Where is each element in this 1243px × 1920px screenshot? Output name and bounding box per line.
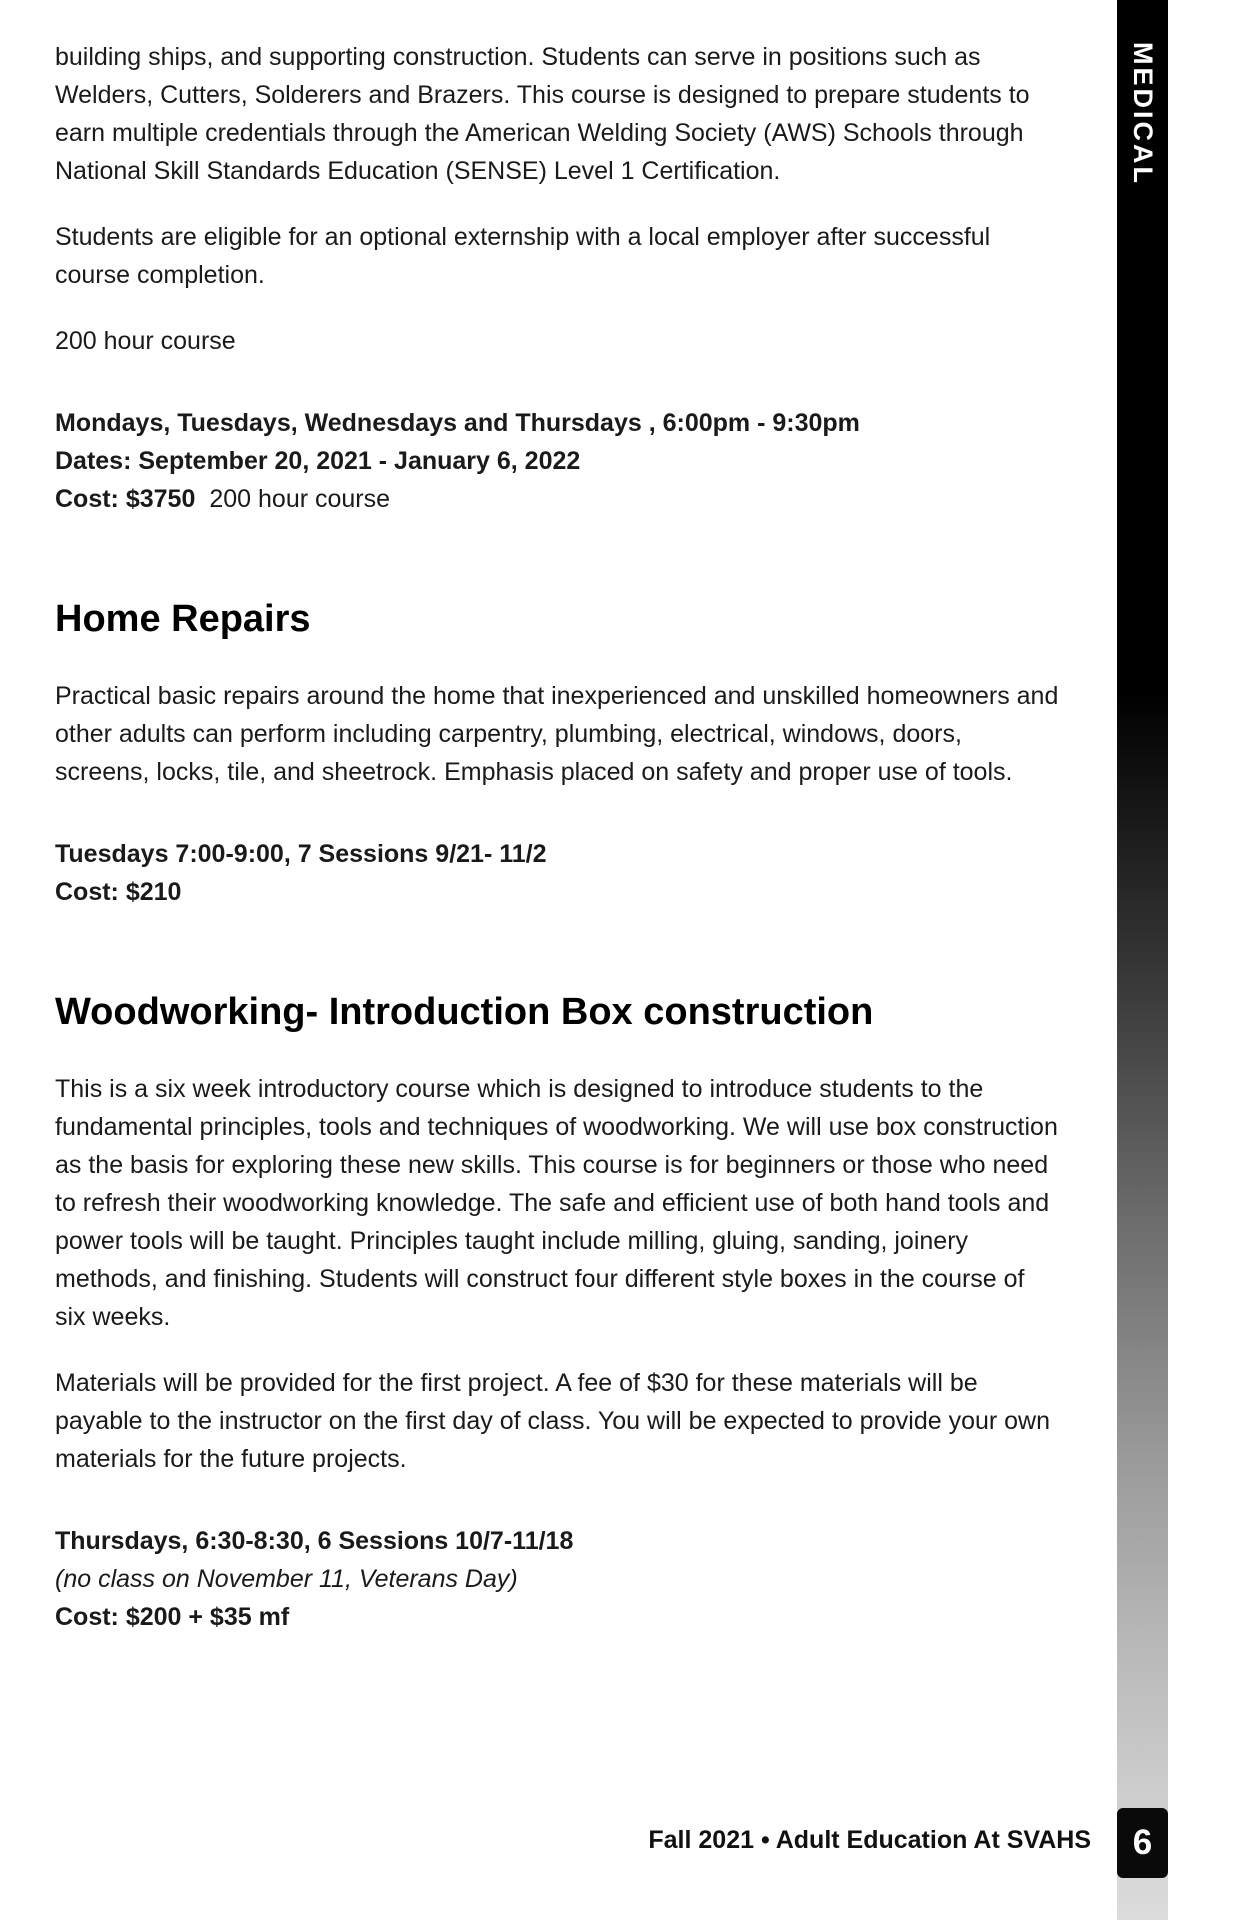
welding-paragraph-continuation: building ships, and supporting construction. Students can serve in positions such as Welders, Cutters, Solderers and Brazers. This course is designed to prepare students to earn multiple credentials through the American Welding Society (AWS) Schools through National Skill Standards Education (SENSE) Level 1 Certification. — [55, 43, 1030, 185]
page-footer: Fall 2021 • Adult Education At SVAHS — [648, 1826, 1091, 1854]
woodworking-holiday-note: (no class on November 11, Veterans Day) — [55, 1565, 518, 1593]
home-repairs-cost: Cost: $210 — [55, 878, 182, 906]
home-repairs-schedule-block — [55, 835, 1060, 911]
page-number-badge — [1117, 1808, 1168, 1878]
welding-cost: Cost: $3750 — [55, 485, 196, 513]
welding-cost-line — [55, 480, 1060, 518]
woodworking-schedule-block — [55, 1522, 1060, 1636]
welding-schedule-dates: Dates: September 20, 2021 - January 6, 2022 — [55, 447, 581, 475]
welding-schedule-days: Mondays, Tuesdays, Wednesdays and Thursdays , 6:00pm - 9:30pm — [55, 409, 860, 437]
page-number: 6 — [1132, 1823, 1153, 1862]
home-repairs-schedule: Tuesdays 7:00-9:00, 7 Sessions 9/21- 11/2 — [55, 840, 547, 868]
main-content — [55, 38, 1060, 1636]
woodworking-schedule: Thursdays, 6:30-8:30, 6 Sessions 10/7-11/18 — [55, 1527, 574, 1555]
woodworking-title: Woodworking- Introduction Box construction — [55, 991, 874, 1033]
welding-externship-paragraph: Students are eligible for an optional externship with a local employer after successful course completion. — [55, 223, 991, 289]
home-repairs-description: Practical basic repairs around the home that inexperienced and unskilled homeowners and other adults can perform including carpentry, plumbing, electrical, windows, doors, screens, locks, tile, and sheetrock. Emphasis placed on safety and proper use of tools. — [55, 682, 1059, 786]
home-repairs-title: Home Repairs — [55, 598, 311, 640]
woodworking-materials-paragraph: Materials will be provided for the first project. A fee of $30 for these materials will be payable to the instructor on the first day of class. You will be expected to provide your own materials for the future projects. — [55, 1369, 1051, 1473]
welding-schedule-block — [55, 404, 1060, 518]
welding-duration: 200 hour course — [55, 327, 236, 355]
woodworking-description: This is a six week introductory course which is designed to introduce students to the fundamental principles, tools and techniques of woodworking. We will use box construction as the basis for exploring these new skills. This course is for beginners or those who need to refresh their woodworking knowledge. The safe and efficient use of both hand tools and power tools will be taught. Principles taught include milling, gluing, sanding, joinery methods, and finishing. Students will construct four different style boxes in the course of six weeks. — [55, 1075, 1058, 1331]
woodworking-cost: Cost: $200 + $35 mf — [55, 1603, 290, 1631]
welding-cost-note: 200 hour course — [209, 485, 391, 513]
section-tab-label: MEDICAL — [1128, 42, 1158, 186]
section-tab-bar — [1117, 0, 1168, 1920]
